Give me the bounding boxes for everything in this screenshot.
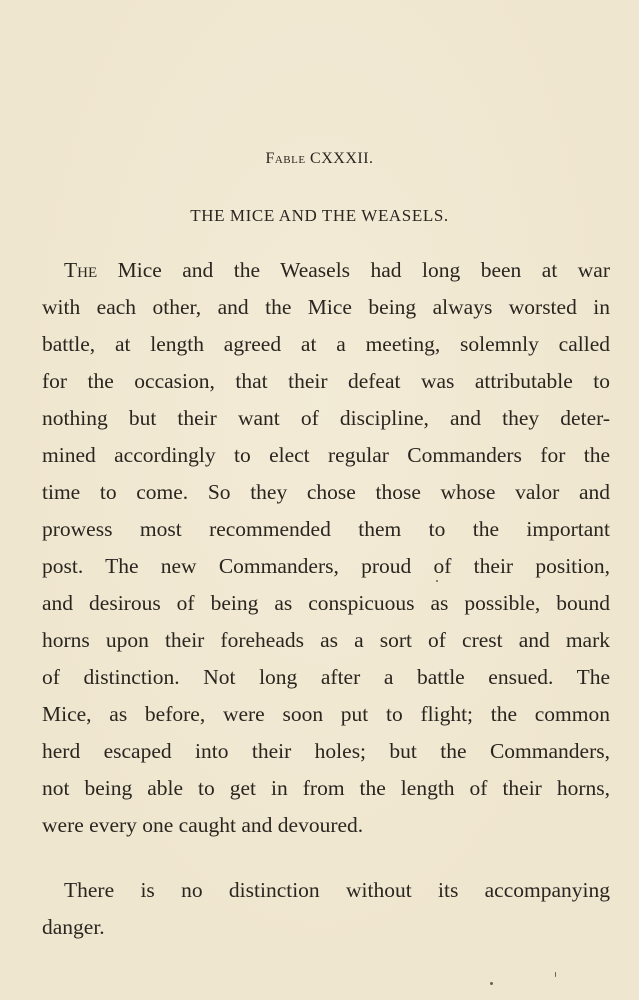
fable-title: THE MICE AND THE WEASELS.	[190, 206, 449, 225]
fable-moral	[42, 872, 610, 946]
body-line-4: for the occasion, that their defeat was attributable to	[42, 369, 610, 393]
body-line-9: post. The new Commanders, proud of their position,	[42, 554, 610, 578]
paper-speck	[436, 580, 438, 582]
lead-word: The	[64, 258, 98, 282]
body-line-2: with each other, and the Mice being always worsted in	[42, 295, 610, 319]
body-line-14: herd escaped into their holes; but the Commanders,	[42, 739, 610, 763]
body-line-5: nothing but their want of discipline, and they deter-	[42, 406, 610, 430]
paper-speck	[490, 982, 493, 985]
moral-line-2: danger.	[42, 915, 105, 939]
body-line-16: were every one caught and devoured.	[42, 813, 364, 837]
fable-number: Fable CXXXII.	[265, 150, 374, 167]
moral-line-1: There is no distinction without its accompanying	[64, 878, 610, 902]
paper-speck	[555, 972, 556, 977]
body-line-3: battle, at length agreed at a meeting, solemnly called	[42, 332, 610, 356]
body-line-10: and desirous of being as conspicuous as possible, bound	[42, 591, 610, 615]
body-line-11: horns upon their foreheads as a sort of crest and mark	[42, 628, 610, 652]
body-line-1-text: Mice and the Weasels had long been at war	[97, 258, 610, 282]
fable-body	[42, 252, 610, 844]
body-line-15: not being able to get in from the length of their horns,	[42, 776, 610, 800]
body-line-8: prowess most recommended them to the important	[42, 517, 610, 541]
body-line-1	[42, 252, 610, 289]
body-line-13: Mice, as before, were soon put to flight; the common	[42, 702, 610, 726]
body-line-7: time to come. So they chose those whose valor and	[42, 480, 610, 504]
body-line-6: mined accordingly to elect regular Commanders for the	[42, 443, 610, 467]
body-line-12: of distinction. Not long after a battle ensued. The	[42, 665, 610, 689]
